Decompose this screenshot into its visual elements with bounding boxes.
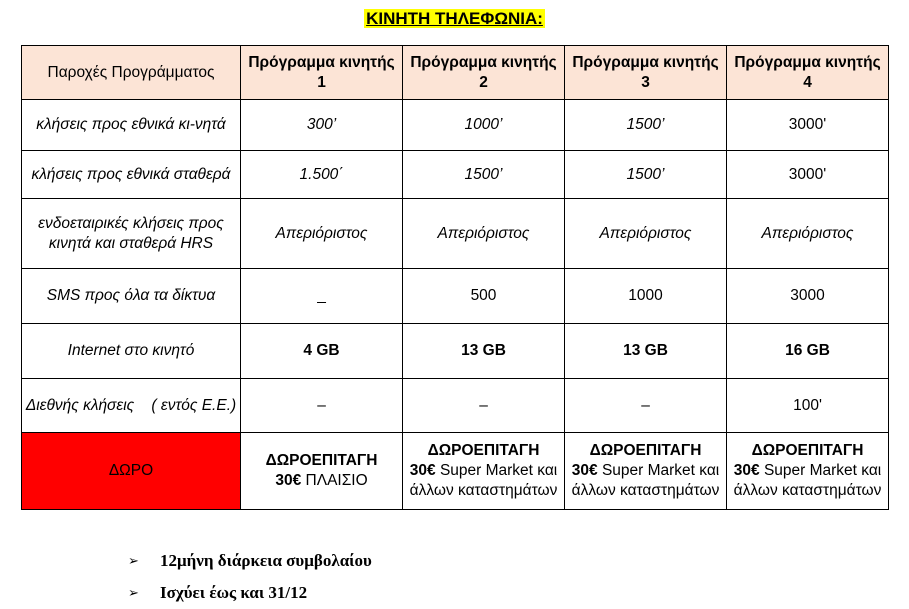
table-row — [22, 324, 889, 379]
table-row — [22, 379, 889, 433]
gift-text: Super Market και άλλων καταστημάτων — [733, 462, 882, 499]
gift-cell — [727, 433, 889, 510]
gift-row — [22, 433, 889, 510]
table-cell: 1000’ — [403, 100, 565, 151]
arrow-bullet-icon: ➢ — [128, 553, 139, 569]
gift-heading: ΔΩΡΟΕΠΙΤΑΓΗ — [427, 442, 540, 459]
table-cell: – — [565, 379, 727, 433]
table-cell: Απεριόριστος — [565, 199, 727, 269]
table-cell: 1500’ — [403, 151, 565, 199]
row-label: κλήσεις προς εθνικά κι-νητά — [22, 100, 241, 151]
gift-heading: ΔΩΡΟΕΠΙΤΑΓΗ — [265, 452, 378, 469]
table-cell: 500 — [403, 269, 565, 324]
header-cell-plan-3: Πρόγραμμα κινητής 3 — [565, 46, 727, 100]
bullet-list — [128, 545, 372, 609]
row-label: SMS προς όλα τα δίκτυα — [22, 269, 241, 324]
gift-label: ΔΩΡΟ — [22, 433, 241, 510]
header-cell-plan-1: Πρόγραμμα κινητής 1 — [241, 46, 403, 100]
table-cell: 3000' — [727, 151, 889, 199]
table-cell: 1500’ — [565, 151, 727, 199]
table-cell: _ — [241, 269, 403, 324]
gift-text: Super Market και άλλων καταστημάτων — [571, 462, 720, 499]
plans-table — [21, 45, 889, 510]
list-item — [128, 577, 372, 609]
page-title-text: ΚΙΝΗΤΗ ΤΗΛΕΦΩΝΙΑ: — [366, 9, 543, 28]
table-cell: – — [403, 379, 565, 433]
table-row — [22, 269, 889, 324]
gift-amount: 30€ — [275, 472, 302, 489]
gift-amount: 30€ — [571, 462, 598, 479]
gift-amount: 30€ — [409, 462, 436, 479]
table-cell: 1.500΄ — [241, 151, 403, 199]
gift-heading: ΔΩΡΟΕΠΙΤΑΓΗ — [589, 442, 702, 459]
gift-text: Super Market και άλλων καταστημάτων — [409, 462, 558, 499]
table-cell: Απεριόριστος — [727, 199, 889, 269]
row-label: Διεθνής κλήσεις ( εντός Ε.Ε.) — [22, 379, 241, 433]
gift-amount: 30€ — [733, 462, 760, 479]
table-cell: 300’ — [241, 100, 403, 151]
table-cell: 13 GB — [565, 324, 727, 379]
gift-cell — [403, 433, 565, 510]
table-cell: 4 GB — [241, 324, 403, 379]
table-row — [22, 100, 889, 151]
table-cell: 1500’ — [565, 100, 727, 151]
gift-cell — [241, 433, 403, 510]
table-cell: 3000 — [727, 269, 889, 324]
list-item — [128, 545, 372, 577]
row-label: κλήσεις προς εθνικά σταθερά — [22, 151, 241, 199]
page-title — [0, 9, 909, 29]
row-label: ενδοεταιρικές κλήσεις προς κινητά και σταθερά HRS — [22, 199, 241, 269]
table-cell: 3000' — [727, 100, 889, 151]
table-row — [22, 151, 889, 199]
gift-text: ΠΛΑΙΣΙΟ — [305, 472, 368, 489]
row-label: Internet στο κινητό — [22, 324, 241, 379]
table-cell: 16 GB — [727, 324, 889, 379]
table-cell: Απεριόριστος — [241, 199, 403, 269]
header-cell-plan-4: Πρόγραμμα κινητής 4 — [727, 46, 889, 100]
gift-cell — [565, 433, 727, 510]
table-cell: 1000 — [565, 269, 727, 324]
table-cell: 100' — [727, 379, 889, 433]
bullet-text: 12μήνη διάρκεια συμβολαίου — [160, 551, 372, 570]
gift-heading: ΔΩΡΟΕΠΙΤΑΓΗ — [751, 442, 864, 459]
table-header-row — [22, 46, 889, 100]
arrow-bullet-icon: ➢ — [128, 585, 139, 601]
header-cell-plan-2: Πρόγραμμα κινητής 2 — [403, 46, 565, 100]
table-row — [22, 199, 889, 269]
table-cell: 13 GB — [403, 324, 565, 379]
table-cell: – — [241, 379, 403, 433]
header-cell-features: Παροχές Προγράμματος — [22, 46, 241, 100]
table-cell: Απεριόριστος — [403, 199, 565, 269]
bullet-text: Ισχύει έως και 31/12 — [160, 583, 308, 602]
